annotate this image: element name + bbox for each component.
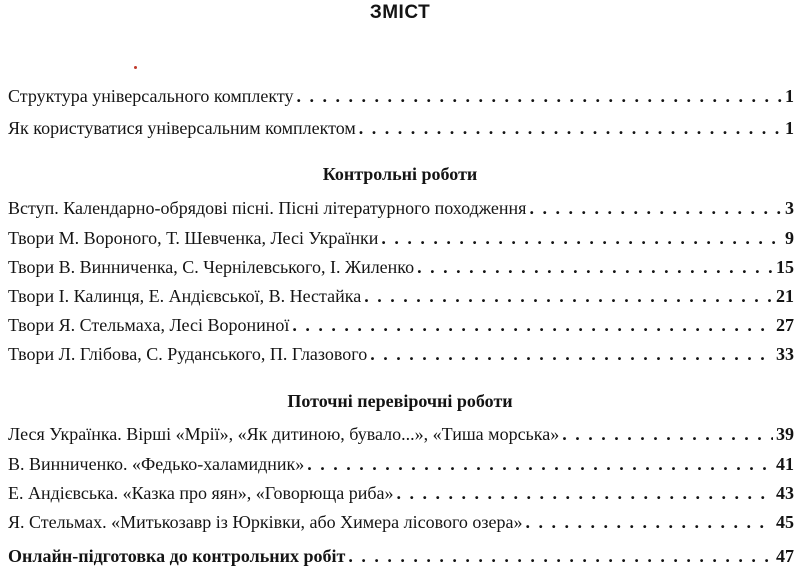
dot-leader xyxy=(370,344,773,365)
toc-entry-title: Вступ. Календарно-обрядові пісні. Пісні літературного походження xyxy=(8,198,527,218)
toc-entry-page: 47 xyxy=(776,546,794,566)
toc-entry-title: Твори Л. Глібова, С. Руданського, П. Глазового xyxy=(8,344,368,364)
toc-entry xyxy=(8,454,794,478)
toc-entry-page: 1 xyxy=(785,86,794,106)
toc-entry xyxy=(8,512,794,536)
toc-entry-title: Леся Українка. Вірші «Мрії», «Як дитиною, бувало...», «Тиша морська» xyxy=(8,424,560,444)
page-title: ЗМІСТ xyxy=(369,2,431,23)
toc-entry-page: 1 xyxy=(785,118,794,138)
toc-entry-page: 15 xyxy=(776,257,794,277)
dot-leader xyxy=(297,86,783,107)
toc-entry xyxy=(8,315,794,339)
toc-entry xyxy=(8,198,794,222)
toc-entry xyxy=(8,483,794,507)
toc-entry-page: 45 xyxy=(776,512,794,532)
dot-leader xyxy=(359,118,782,139)
dot-leader xyxy=(417,257,773,278)
toc-entry-page: 43 xyxy=(776,483,794,503)
toc-entry xyxy=(8,228,794,252)
toc-entry xyxy=(8,257,794,281)
toc-entry-title: Я. Стельмах. «Митькозавр із Юрківки, або Химера лісового озера» xyxy=(8,512,523,532)
toc-entry-page: 41 xyxy=(776,454,794,474)
dot-leader xyxy=(292,315,773,336)
toc-entry-page: 39 xyxy=(776,424,794,444)
toc-entry xyxy=(8,344,794,368)
toc-entry xyxy=(8,86,794,110)
toc-entry-title: Е. Андієвська. «Казка про яян», «Говорюща риба» xyxy=(8,483,394,503)
toc-entry xyxy=(8,286,794,310)
toc-entry-page: 9 xyxy=(785,228,794,248)
dot-leader xyxy=(348,546,773,567)
toc-entry-title: В. Винниченко. «Федько-халамидник» xyxy=(8,454,305,474)
toc-entry-page: 21 xyxy=(776,286,794,306)
dot-leader xyxy=(397,483,774,504)
dot-leader xyxy=(364,286,773,307)
toc-entry-page: 33 xyxy=(776,344,794,364)
section-heading: Контрольні роботи xyxy=(322,164,478,184)
dot-leader xyxy=(381,228,782,249)
toc-entry-title: Твори Я. Стельмаха, Лесі Ворониної xyxy=(8,315,290,335)
toc-entry-page: 3 xyxy=(785,198,794,218)
dot-leader xyxy=(562,424,773,445)
toc-entry-title: Структура універсального комплекту xyxy=(8,86,294,106)
toc-entry-online-prep xyxy=(8,546,794,570)
dot-leader xyxy=(529,198,782,219)
toc-entry-title: Онлайн-підготовка до контрольних робіт xyxy=(8,546,346,566)
toc-entry-title: Твори М. Вороного, Т. Шевченка, Лесі Українки xyxy=(8,228,379,248)
ink-speck xyxy=(134,66,137,69)
dot-leader xyxy=(307,454,773,475)
toc-entry xyxy=(8,424,794,448)
toc-entry-page: 27 xyxy=(776,315,794,335)
toc-entry-title: Твори В. Винниченка, С. Чернілевського, І. Жиленко xyxy=(8,257,415,277)
toc-entry-title: Як користуватися універсальним комплектом xyxy=(8,118,356,138)
toc-entry xyxy=(8,118,794,142)
toc-entry-title: Твори І. Калинця, Е. Андієвської, В. Нестайка xyxy=(8,286,362,306)
dot-leader xyxy=(525,512,773,533)
section-heading: Поточні перевірочні роботи xyxy=(287,391,513,411)
